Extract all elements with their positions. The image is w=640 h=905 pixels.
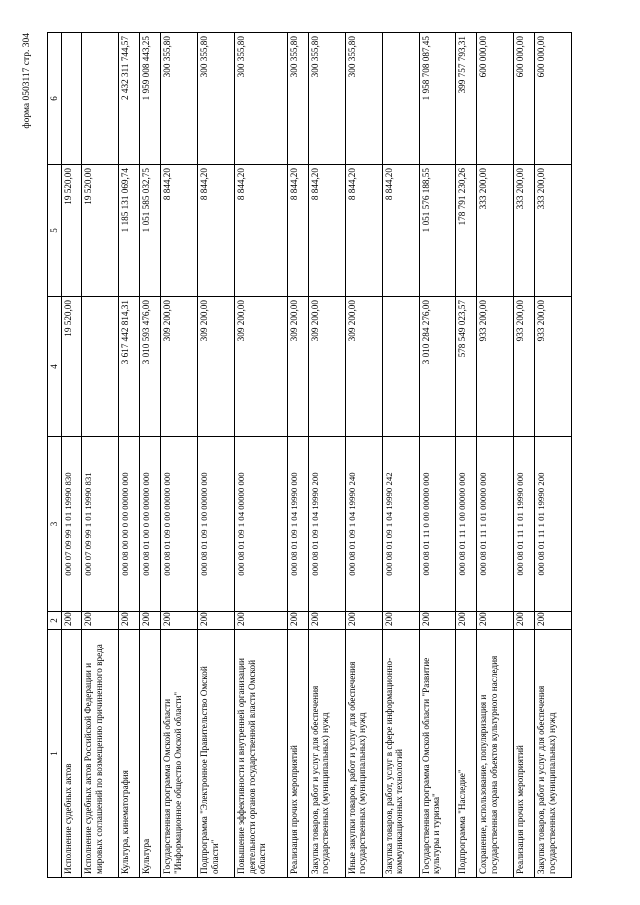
row-budget-code-cell: 000 08 01 11 1 01 00000 000	[477, 437, 514, 612]
form-label: форма 0503117 стр. 304	[22, 33, 32, 129]
row-executed-amount-cell: 8 844,20	[197, 165, 234, 297]
row-unexecuted-amount-cell: 300 355,80	[160, 33, 197, 165]
row-name-cell: Закупка товаров, работ и услуг для обеспечения государственных (муниципальных) нужд	[308, 630, 345, 878]
row-line-code-cell: 200	[514, 612, 535, 630]
row-budget-code-cell: 000 08 01 11 0 00 00000 000	[419, 437, 456, 612]
row-line-code-cell: 200	[82, 612, 119, 630]
table-header-row	[48, 33, 62, 878]
table-row	[140, 33, 161, 878]
header-cell-3: 3	[48, 437, 62, 612]
row-name-cell: Подпрограмма "Наследие"	[456, 630, 477, 878]
header-cell-5: 5	[48, 165, 62, 297]
row-line-code-cell: 200	[119, 612, 140, 630]
row-approved-amount-cell: 309 200,00	[345, 297, 382, 437]
row-budget-code-cell: 000 08 01 11 1 01 19990 200	[534, 437, 571, 612]
row-name-cell: Закупка товаров, работ и услуг для обеспечения государственных (муниципальных) нужд	[534, 630, 571, 878]
row-line-code-cell: 200	[477, 612, 514, 630]
row-executed-amount-cell: 19 520,00	[82, 165, 119, 297]
table-row	[160, 33, 197, 878]
row-budget-code-cell: 000 08 01 11 1 00 00000 000	[456, 437, 477, 612]
row-unexecuted-amount-cell: 600 000,00	[534, 33, 571, 165]
row-executed-amount-cell: 8 844,20	[308, 165, 345, 297]
row-unexecuted-amount-cell: 600 000,00	[514, 33, 535, 165]
row-unexecuted-amount-cell: 2 432 311 744,57	[119, 33, 140, 165]
table-row	[514, 33, 535, 878]
row-unexecuted-amount-cell: 300 355,80	[308, 33, 345, 165]
row-approved-amount-cell: 309 200,00	[234, 297, 287, 437]
table-row	[534, 33, 571, 878]
table-row	[382, 33, 419, 878]
table-row	[119, 33, 140, 878]
row-unexecuted-amount-cell: 300 355,80	[287, 33, 308, 165]
row-approved-amount-cell: 578 549 023,57	[456, 297, 477, 437]
row-name-cell: Исполнение судебных актов Российской Федерации и мировых соглашений по возмещению причиненного вреда	[82, 630, 119, 878]
row-budget-code-cell: 000 08 01 00 0 00 00000 000	[140, 437, 161, 612]
row-executed-amount-cell: 333 200,00	[534, 165, 571, 297]
table-row	[197, 33, 234, 878]
table-row	[419, 33, 456, 878]
row-name-cell: Государственная программа Омской области "Развитие культуры и туризма"	[419, 630, 456, 878]
row-budget-code-cell: 000 08 01 09 1 04 19990 242	[382, 437, 419, 612]
table-body	[61, 33, 571, 878]
row-executed-amount-cell: 8 844,20	[234, 165, 287, 297]
row-approved-amount-cell: 19 520,00	[61, 297, 82, 437]
row-name-cell: Повышение эффективности и внутренней организации деятельности органов государственной власти Омской области	[234, 630, 287, 878]
row-budget-code-cell: 000 08 01 09 1 00 00000 000	[197, 437, 234, 612]
row-name-cell: Подпрограмма "Электронное Правительство Омской области"	[197, 630, 234, 878]
budget-execution-table	[47, 32, 572, 878]
table-row	[308, 33, 345, 878]
row-approved-amount-cell: 3 617 442 814,31	[119, 297, 140, 437]
row-name-cell: Сохранение, использование, популяризация и государственная охрана объектов культурного наследия	[477, 630, 514, 878]
row-line-code-cell: 200	[140, 612, 161, 630]
table-row	[456, 33, 477, 878]
row-approved-amount-cell: 933 200,00	[514, 297, 535, 437]
row-name-cell: Исполнение судебных актов	[61, 630, 82, 878]
table-row	[234, 33, 287, 878]
row-line-code-cell: 200	[197, 612, 234, 630]
row-budget-code-cell: 000 08 01 09 0 00 00000 000	[160, 437, 197, 612]
row-unexecuted-amount-cell: 1 959 008 443,25	[140, 33, 161, 165]
row-name-cell: Государственная программа Омской области "Информационное общество Омской области"	[160, 630, 197, 878]
header-cell-4: 4	[48, 297, 62, 437]
row-budget-code-cell: 000 07 09 99 1 01 19990 830	[61, 437, 82, 612]
row-unexecuted-amount-cell: 300 355,80	[234, 33, 287, 165]
row-name-cell: Культура, кинематография	[119, 630, 140, 878]
row-line-code-cell: 200	[419, 612, 456, 630]
row-executed-amount-cell: 8 844,20	[382, 165, 419, 297]
row-budget-code-cell: 000 08 01 11 1 01 19990 000	[514, 437, 535, 612]
row-line-code-cell: 200	[345, 612, 382, 630]
row-executed-amount-cell: 178 791 230,26	[456, 165, 477, 297]
row-name-cell: Реализация прочих мероприятий	[514, 630, 535, 878]
row-name-cell: Культура	[140, 630, 161, 878]
row-approved-amount-cell: 309 200,00	[160, 297, 197, 437]
table-row	[477, 33, 514, 878]
row-unexecuted-amount-cell: 300 355,80	[345, 33, 382, 165]
row-approved-amount-cell: 933 200,00	[534, 297, 571, 437]
row-executed-amount-cell: 333 200,00	[477, 165, 514, 297]
row-approved-amount-cell: 3 010 284 276,00	[419, 297, 456, 437]
header-cell-6: 6	[48, 33, 62, 165]
row-executed-amount-cell: 8 844,20	[287, 165, 308, 297]
rotated-page-content	[22, 33, 577, 878]
row-line-code-cell: 200	[308, 612, 345, 630]
table-row	[345, 33, 382, 878]
row-name-cell: Реализация прочих мероприятий	[287, 630, 308, 878]
row-budget-code-cell: 000 08 01 09 1 04 19990 200	[308, 437, 345, 612]
row-executed-amount-cell: 333 200,00	[514, 165, 535, 297]
row-approved-amount-cell: 309 200,00	[308, 297, 345, 437]
table-row	[61, 33, 82, 878]
row-unexecuted-amount-cell: 600 000,00	[477, 33, 514, 165]
row-unexecuted-amount-cell	[61, 33, 82, 165]
row-approved-amount-cell: 309 200,00	[287, 297, 308, 437]
row-approved-amount-cell: 3 010 593 476,00	[140, 297, 161, 437]
row-executed-amount-cell: 19 520,00	[61, 165, 82, 297]
row-budget-code-cell: 000 08 00 00 0 00 00000 000	[119, 437, 140, 612]
row-unexecuted-amount-cell	[82, 33, 119, 165]
table-row	[287, 33, 308, 878]
row-name-cell: Закупка товаров, работ, услуг в сфере информационно-коммуникационных технологий	[382, 630, 419, 878]
row-budget-code-cell: 000 08 01 09 1 04 19990 240	[345, 437, 382, 612]
row-line-code-cell: 200	[234, 612, 287, 630]
row-executed-amount-cell: 1 185 131 069,74	[119, 165, 140, 297]
row-unexecuted-amount-cell: 1 958 708 087,45	[419, 33, 456, 165]
row-line-code-cell: 200	[534, 612, 571, 630]
row-approved-amount-cell: 309 200,00	[197, 297, 234, 437]
header-cell-1: 1	[48, 630, 62, 878]
row-unexecuted-amount-cell: 399 757 793,31	[456, 33, 477, 165]
header-cell-2: 2	[48, 612, 62, 630]
row-unexecuted-amount-cell	[382, 33, 419, 165]
row-executed-amount-cell: 1 051 585 032,75	[140, 165, 161, 297]
table-row	[82, 33, 119, 878]
row-executed-amount-cell: 8 844,20	[160, 165, 197, 297]
row-approved-amount-cell: 933 200,00	[477, 297, 514, 437]
row-budget-code-cell: 000 08 01 09 1 04 19990 000	[287, 437, 308, 612]
row-approved-amount-cell	[382, 297, 419, 437]
row-line-code-cell: 200	[287, 612, 308, 630]
row-executed-amount-cell: 1 051 576 188,55	[419, 165, 456, 297]
row-line-code-cell: 200	[456, 612, 477, 630]
row-approved-amount-cell	[82, 297, 119, 437]
row-budget-code-cell: 000 08 01 09 1 04 00000 000	[234, 437, 287, 612]
row-line-code-cell: 200	[382, 612, 419, 630]
row-line-code-cell: 200	[61, 612, 82, 630]
row-budget-code-cell: 000 07 09 99 1 01 19990 831	[82, 437, 119, 612]
row-line-code-cell: 200	[160, 612, 197, 630]
row-unexecuted-amount-cell: 300 355,80	[197, 33, 234, 165]
row-name-cell: Иные закупки товаров, работ и услуг для обеспечения государственных (муниципальных) нужд	[345, 630, 382, 878]
row-executed-amount-cell: 8 844,20	[345, 165, 382, 297]
